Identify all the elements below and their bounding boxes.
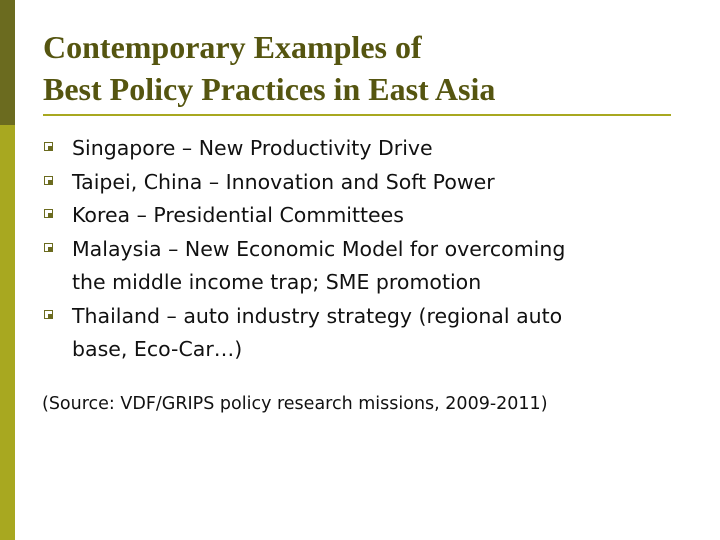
bullet-item-thailand xyxy=(42,300,692,367)
bullet-item-malaysia xyxy=(42,233,692,300)
bullet-text: Singapore – New Productivity Drive xyxy=(72,136,433,160)
slide-title xyxy=(43,26,683,110)
sidebar-accent-dark xyxy=(0,0,15,125)
square-bullet-icon xyxy=(44,209,53,218)
sidebar-accent-light xyxy=(0,125,15,540)
square-bullet-icon xyxy=(44,243,53,252)
title-divider xyxy=(43,114,671,116)
bullet-item-singapore xyxy=(42,132,692,166)
square-bullet-icon xyxy=(44,142,53,151)
bullet-text: Taipei, China – Innovation and Soft Power xyxy=(72,169,495,194)
bullet-text-continued: the middle income trap; SME promotion xyxy=(72,270,482,294)
bullet-text: Thailand – auto industry strategy (regional auto xyxy=(72,303,563,328)
square-bullet-icon xyxy=(44,176,53,185)
square-bullet-icon xyxy=(44,310,53,319)
bullet-list xyxy=(42,132,692,367)
bullet-text-continued: base, Eco-Car…) xyxy=(72,337,243,361)
bullet-text: Korea – Presidential Committees xyxy=(72,203,404,227)
bullet-text: Malaysia – New Economic Model for overcoming xyxy=(72,236,566,261)
bullet-item-taipei xyxy=(42,166,692,200)
bullet-item-korea xyxy=(42,199,692,233)
slide-title-line-2: Best Policy Practices in East Asia xyxy=(43,71,496,107)
slide-title-line-1: Contemporary Examples of xyxy=(43,29,422,65)
source-citation: (Source: VDF/GRIPS policy research missions, 2009-2011) xyxy=(42,394,548,414)
